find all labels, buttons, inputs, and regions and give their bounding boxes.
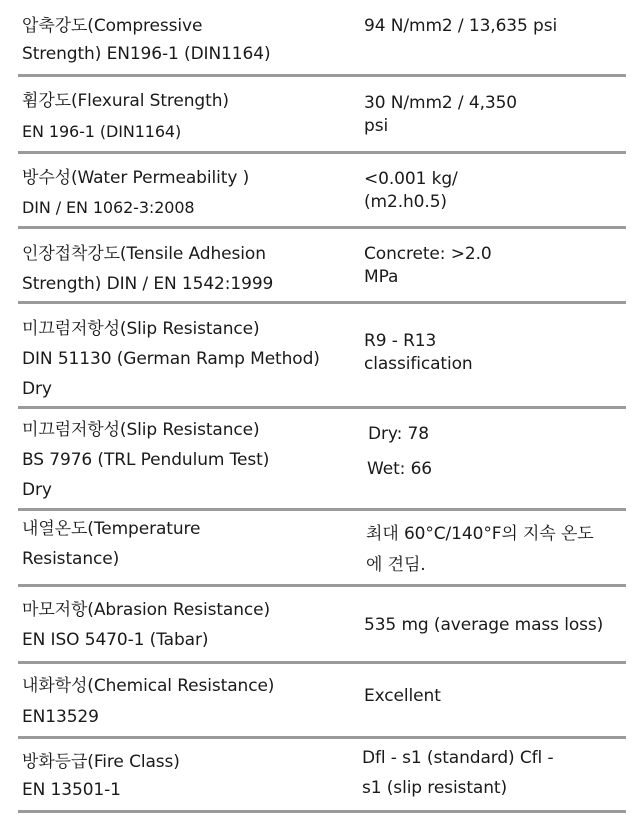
row-divider <box>18 810 626 813</box>
value-line: Concrete: >2.0 <box>364 244 492 264</box>
property-line: 내열온도(Temperature <box>22 519 201 539</box>
value-line: 에 견딤. <box>366 555 426 575</box>
row-divider <box>18 736 626 739</box>
row-divider <box>18 661 626 664</box>
value-line: Dry: 78 <box>368 424 429 444</box>
row-divider <box>18 584 626 587</box>
property-line: 방화등급(Fire Class) <box>22 752 180 772</box>
row-divider <box>18 508 626 511</box>
value-line: 30 N/mm2 / 4,350 <box>364 93 518 113</box>
property-line: Strength) DIN / EN 1542:1999 <box>22 274 274 294</box>
row-divider <box>18 406 626 409</box>
value-line: R9 - R13 <box>364 331 437 351</box>
property-line: 미끄럼저항성(Slip Resistance) <box>22 420 260 440</box>
value-line: 최대 60°C/140°F의 지속 온도 <box>366 524 594 544</box>
value-line: classification <box>364 354 473 374</box>
property-line: EN13529 <box>22 707 99 727</box>
value-line: MPa <box>364 267 399 287</box>
value-line: Excellent <box>364 686 441 706</box>
value-line: 535 mg (average mass loss) <box>364 615 604 635</box>
value-line: <0.001 kg/ <box>364 169 458 189</box>
property-line: 방수성(Water Permeability ) <box>22 168 250 188</box>
property-line: Dry <box>22 379 52 399</box>
value-line: s1 (slip resistant) <box>362 778 507 798</box>
value-line: psi <box>364 116 389 136</box>
row-divider <box>18 151 626 154</box>
property-line: 압축강도(Compressive <box>22 16 203 36</box>
property-line: Resistance) <box>22 549 120 569</box>
row-divider <box>18 301 626 304</box>
property-line: 인장접착강도(Tensile Adhesion <box>22 244 266 264</box>
property-line: EN ISO 5470-1 (Tabar) <box>22 630 209 650</box>
property-line: BS 7976 (TRL Pendulum Test) <box>22 450 270 470</box>
row-divider <box>18 74 626 77</box>
property-line: 내화학성(Chemical Resistance) <box>22 676 275 696</box>
property-line: DIN / EN 1062-3:2008 <box>22 198 195 217</box>
property-line: DIN 51130 (German Ramp Method) <box>22 349 320 369</box>
property-line: EN 196-1 (DIN1164) <box>22 122 182 141</box>
row-divider <box>18 226 626 229</box>
value-line: Dfl - s1 (standard) Cfl - <box>362 748 554 768</box>
value-line: Wet: 66 <box>367 459 433 479</box>
value-line: 94 N/mm2 / 13,635 psi <box>364 16 558 36</box>
property-line: 미끄럼저항성(Slip Resistance) <box>22 319 260 339</box>
property-line: 마모저항(Abrasion Resistance) <box>22 600 271 620</box>
property-line: EN 13501-1 <box>22 780 121 800</box>
property-line: Strength) EN196-1 (DIN1164) <box>22 44 271 64</box>
value-line: (m2.h0.5) <box>364 192 447 212</box>
property-line: Dry <box>22 480 52 500</box>
property-line: 휨강도(Flexural Strength) <box>22 91 229 111</box>
